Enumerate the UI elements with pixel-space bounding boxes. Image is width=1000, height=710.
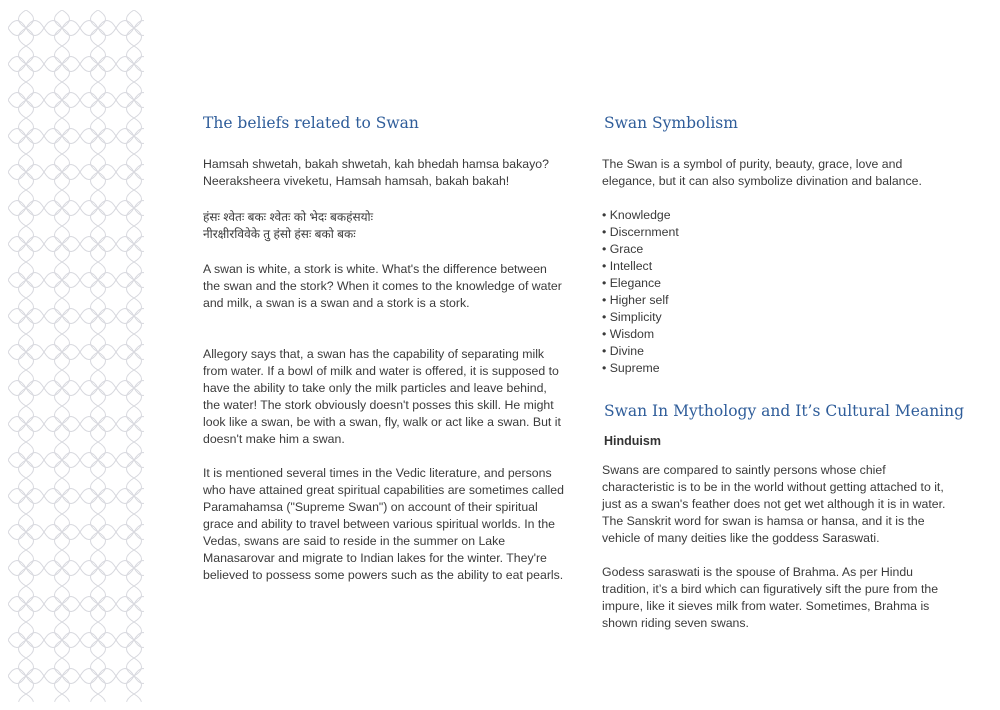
saraswati-paragraph: Godess saraswati is the spouse of Brahma. As per Hindu tradition, it’s a bird which can figuratively sift the pure from the impure, like it sieves milk from water. Sometimes, Brahma is shown riding seven swans.: [602, 565, 939, 630]
symbolism-intro: The Swan is a symbol of purity, beauty, grace, love and elegance, but it can also symbolize divination and balance.: [602, 157, 922, 188]
mythology-heading: Swan In Mythology and It’s Cultural Meaning: [604, 402, 965, 420]
hinduism-subheading: Hinduism: [604, 434, 661, 448]
symbolism-heading: Swan Symbolism: [604, 114, 738, 132]
sanskrit-roman-line: Hamsah shwetah, bakah shwetah, kah bhedah hamsa bakayo?: [203, 157, 549, 171]
hinduism-paragraph: Swans are compared to saintly persons whose chief characteristic is to be in the world without getting attached to it, just as a swan's feather does not get wet although it is in water. The Sanskrit word for swan is hamsa or hansa, and it is the vehicle of many deities like the goddess Saraswati.: [602, 463, 946, 545]
sanskrit-roman-line: Neeraksheera viveketu, Hamsah hamsah, bakah bakah!: [203, 174, 510, 188]
list-item: • Divine: [602, 343, 679, 360]
sanskrit-devanagari-line: नीरक्षीरविवेके तु हंसो हंसः बको बकः: [203, 227, 356, 241]
list-item: • Elegance: [602, 275, 679, 292]
list-item: • Wisdom: [602, 326, 679, 343]
decorative-lattice-pattern: [0, 0, 150, 710]
list-item: • Higher self: [602, 292, 679, 309]
list-item: • Supreme: [602, 360, 679, 377]
sanskrit-devanagari-verse: [203, 209, 568, 243]
sanskrit-roman-verse: [203, 156, 568, 190]
list-item: • Discernment: [602, 224, 679, 241]
list-item: • Intellect: [602, 258, 679, 275]
vedic-literature-paragraph: It is mentioned several times in the Vedic literature, and persons who have attained great spiritual capabilities are sometimes called Paramahamsa ("Supreme Swan") on account of their spiritual grace and ability to travel between various spiritual worlds. In the Vedas, swans are said to reside in the summer on Lake Manasarovar and migrate to Indian lakes for the winter. They're believed to possess some powers such as the ability to eat pearls.: [203, 466, 564, 582]
beliefs-heading: The beliefs related to Swan: [203, 114, 419, 132]
swan-stork-paragraph: A swan is white, a stork is white. What's the difference between the swan and the stork? When it comes to the knowledge of water and milk, a swan is a swan and a stork is a stork.: [203, 262, 562, 310]
list-item: • Simplicity: [602, 309, 679, 326]
traits-list: [602, 207, 679, 377]
sanskrit-devanagari-line: हंसः श्वेतः बकः श्वेतः को भेदः बकहंसयोः: [203, 210, 374, 224]
allegory-paragraph: Allegory says that, a swan has the capability of separating milk from water. If a bowl of milk and water is offered, it is supposed to have the ability to take only the milk particles and leave behind, the water! The stork obviously doesn't posses this skill. He might look like a swan, be with a swan, fly, walk or act like a swan. But it doesn't make him a swan.: [203, 347, 561, 446]
list-item: • Grace: [602, 241, 679, 258]
list-item: • Knowledge: [602, 207, 679, 224]
